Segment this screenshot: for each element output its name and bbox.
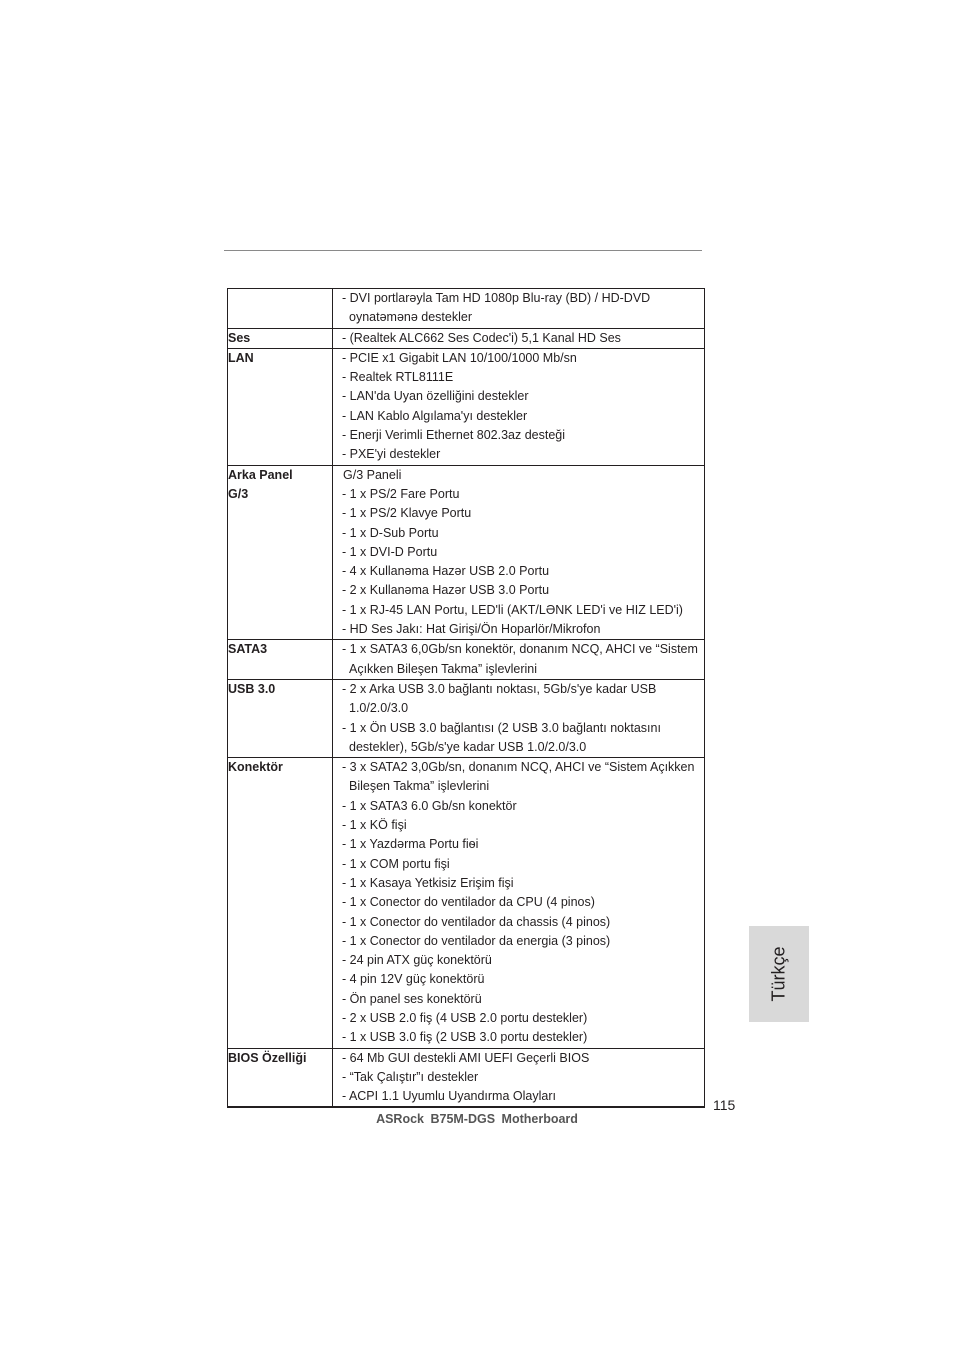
spec-label: Arka Panel: [228, 467, 293, 482]
spec-line: - 2 x Arka USB 3.0 bağlantı noktası, 5Gb/s'ye kadar USB: [342, 681, 657, 696]
spec-line: - 1 x Conector do ventilador da CPU (4 pinos): [342, 895, 595, 910]
spec-label-cell: [228, 289, 333, 329]
spec-label-cell: [228, 640, 333, 680]
spec-value-cell: [333, 465, 705, 640]
spec-line: - 1 x Yazdərma Portu fiѳi: [342, 837, 479, 852]
spec-label-cell: [228, 328, 333, 348]
spec-line: - 1 x PS/2 Fare Portu: [342, 486, 460, 501]
spec-label-cell: [228, 758, 333, 1048]
spec-line: - 2 x Kullanəma Hazər USB 3.0 Portu: [342, 583, 550, 598]
spec-value-cell: [333, 348, 705, 465]
spec-label: USB 3.0: [228, 681, 276, 696]
spec-line: - ACPI 1.1 Uyumlu Uyandırma Olayları: [342, 1089, 556, 1104]
spec-line: - PXE'yi destekler: [342, 447, 441, 462]
spec-line: - 1 x Conector do ventilador da energia (3 pinos): [342, 933, 611, 948]
spec-line: - 1 x D-Sub Portu: [342, 525, 439, 540]
spec-line: - 1 x USB 3.0 fiş (2 USB 3.0 portu destekler): [342, 1030, 588, 1045]
spec-line: Bileşen Takma” işlevlerini: [349, 779, 490, 794]
spec-row: [228, 348, 705, 465]
spec-label: Konektör: [228, 760, 283, 775]
language-tab: [749, 926, 809, 1022]
spec-line: oynatəmənə destekler: [349, 310, 472, 325]
spec-label: LAN: [228, 350, 254, 365]
spec-label: SATA3: [228, 642, 268, 657]
spec-line: - 1 x PS/2 Klavye Portu: [342, 506, 472, 521]
spec-line: - 1 x SATA3 6,0Gb/sn konektör, donanım NCQ, AHCI ve “Sistem: [342, 642, 698, 657]
spec-line: - “Tak Çalıştır”ı destekler: [342, 1069, 479, 1084]
spec-row: [228, 289, 705, 329]
spec-line: - 2 x USB 2.0 fiş (4 USB 2.0 portu destekler): [342, 1010, 588, 1025]
spec-line: - 4 x Kullanəma Hazər USB 2.0 Portu: [342, 564, 550, 579]
spec-row: [228, 758, 705, 1048]
spec-row: [228, 465, 705, 640]
spec-line: G/3 Paneli: [343, 467, 402, 482]
spec-label-cell: [228, 465, 333, 640]
spec-line: - 1 x RJ-45 LAN Portu, LED'li (AKT/LƏNK LED'i ve HIZ LED'i): [342, 602, 683, 617]
page-number: 115: [713, 1097, 736, 1113]
spec-label-cell: [228, 1048, 333, 1107]
spec-line: - Realtek RTL8111E: [342, 370, 454, 385]
spec-line: - LAN Kablo Algılama'yı destekler: [342, 408, 528, 423]
spec-value-cell: [333, 640, 705, 680]
spec-line: - LAN'da Uyan özelliğini destekler: [342, 389, 529, 404]
spec-label-cell: [228, 348, 333, 465]
spec-line: - 1 x Ön USB 3.0 bağlantısı (2 USB 3.0 bağlantı noktasını: [342, 720, 661, 735]
spec-line: - 1 x COM portu fişi: [342, 856, 450, 871]
spec-value-cell: [333, 1048, 705, 1107]
spec-label: G/3: [228, 486, 249, 501]
spec-line: - PCIE x1 Gigabit LAN 10/100/1000 Mb/sn: [342, 350, 577, 365]
header-divider: [224, 250, 702, 251]
spec-row: [228, 328, 705, 348]
spec-line: - Enerji Verimli Ethernet 802.3az desteği: [342, 428, 566, 443]
spec-line: - 4 pin 12V güç konektörü: [342, 972, 485, 987]
spec-line: - 1 x Conector do ventilador da chassis (4 pinos): [342, 914, 611, 929]
spec-value-cell: [333, 679, 705, 757]
spec-line: - 24 pin ATX güç konektörü: [342, 953, 492, 968]
spec-value-cell: [333, 328, 705, 348]
spec-row: [228, 1048, 705, 1107]
spec-line: - 3 x SATA2 3,0Gb/sn, donanım NCQ, AHCI ve “Sistem Açıkken: [342, 760, 695, 775]
spec-line: - DVI portlarəyla Tam HD 1080p Blu-ray (BD) / HD-DVD: [342, 291, 651, 305]
footer-title: ASRock B75M-DGS Motherboard: [376, 1112, 578, 1126]
spec-line: 1.0/2.0/3.0: [349, 701, 409, 716]
spec-line: Açıkken Bileşen Takma” işlevlerini: [349, 661, 538, 676]
spec-value-cell: [333, 289, 705, 329]
spec-line: - 1 x DVI-D Portu: [342, 544, 438, 559]
spec-label-cell: [228, 679, 333, 757]
spec-line: destekler), 5Gb/s'ye kadar USB 1.0/2.0/3.0: [349, 739, 587, 754]
spec-line: - 1 x Kasaya Yetkisiz Erişim fişi: [342, 875, 514, 890]
spec-line: - HD Ses Jakı: Hat Girişi/Ön Hoparlör/Mikrofon: [342, 622, 601, 637]
spec-value-cell: [333, 758, 705, 1048]
spec-line: - 1 x KÖ fişi: [342, 818, 407, 833]
language-tab-label: Türkçe: [768, 946, 789, 1002]
spec-label: Ses: [228, 330, 251, 345]
spec-row: [228, 640, 705, 680]
spec-line: - (Realtek ALC662 Ses Codec'i) 5,1 Kanal HD Ses: [342, 330, 621, 345]
spec-line: - 1 x SATA3 6.0 Gb/sn konektör: [342, 798, 517, 813]
specifications-table: [227, 288, 705, 1107]
footer-divider: [227, 1107, 705, 1108]
spec-line: - Ön panel ses konektörü: [342, 991, 482, 1006]
spec-row: [228, 679, 705, 757]
spec-label: BIOS Özelliği: [228, 1050, 307, 1065]
spec-line: - 64 Mb GUI destekli AMI UEFI Geçerli BIOS: [342, 1050, 590, 1065]
